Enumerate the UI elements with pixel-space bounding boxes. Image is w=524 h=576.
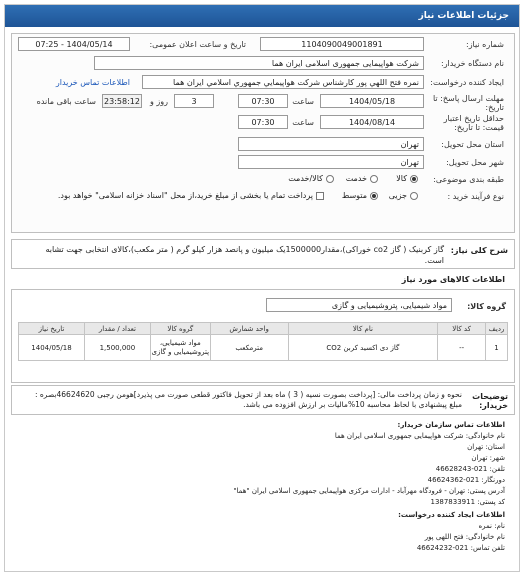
row-group: مواد شیمیایی، پتروشیمیایی و گازی (150, 335, 210, 361)
buyer-field[interactable]: شرکت هواپیمایی جمهوری اسلامی ایران هما (94, 56, 424, 70)
checkbox-icon (316, 192, 324, 200)
days-field[interactable]: 3 (174, 94, 214, 108)
notes-panel (11, 385, 515, 415)
days-label: روز و (150, 97, 168, 106)
row-index: 1 (486, 335, 508, 361)
need-number-label: شماره نیاز: (466, 40, 504, 49)
notes-label: توضیحات خریدار: (472, 392, 508, 410)
province-field[interactable]: تهران (238, 137, 424, 151)
radio-selected-icon (410, 175, 418, 183)
row-date: 1404/05/18 (19, 335, 85, 361)
creator-label: ایجاد کننده درخواست: (430, 78, 504, 87)
buyer-address: آدرس پستی: تهران - فرودگاه مهرآباد - ادارات مرکزی هواپیمایی جمهوری اسلامی ایران "هما" (233, 487, 505, 495)
page-title: جزئیات اطلاعات نیاز (5, 5, 519, 27)
goods-panel (11, 289, 515, 383)
col-code: کد کالا (438, 323, 486, 335)
details-window (4, 4, 520, 572)
col-date: تاریخ نیاز (19, 323, 85, 335)
row-name: گاز دی اکسید کربن CO2 (288, 335, 438, 361)
announce-field[interactable]: 1404/05/14 - 07:25 (18, 37, 130, 51)
need-number-field[interactable]: 1104090049001891 (260, 37, 424, 51)
creator-phone: تلفن تماس: 021-46624232 (416, 544, 505, 552)
notes-text: نحوه و زمان پرداخت مالی: [پرداخت بصورت نسیه ( 3 ) ماه بعد از تحویل فاکتور قطعی صورت می پذیرد]هومن رجبی 46624620بصره : مبلغ پیشنهادی با لحاظ محاسبه 10%مالیات بر ارزش افزوده می باشد. (34, 390, 462, 409)
buyer-fax: دورنگار: 021-46624362 (427, 476, 505, 484)
process-option-minor[interactable]: جزیی (389, 191, 418, 200)
creator-name: نام: نمره (478, 522, 505, 530)
radio-icon (370, 175, 378, 183)
treasury-payment-checkbox[interactable]: پرداخت تمام یا بخشی از مبلغ خرید،از محل "اسناد خزانه اسلامی" خواهد بود. (58, 191, 324, 200)
buyer-phone: تلفن: 021-46628243 (435, 465, 505, 473)
category-option-goods-service[interactable]: کالا/خدمت (288, 174, 334, 183)
buyer-city: شهر: تهران (471, 454, 505, 462)
announce-label: تاریخ و ساعت اعلان عمومی: (149, 40, 246, 49)
radio-icon (410, 192, 418, 200)
category-option-service[interactable]: خدمت (346, 174, 378, 183)
city-label: شهر محل تحویل: (446, 158, 504, 167)
col-index: ردیف (486, 323, 508, 335)
creator-family: نام خانوادگی: فتح اللهی پور (424, 533, 505, 541)
remaining-label: ساعت باقی مانده (36, 97, 96, 106)
buyer-label: نام دستگاه خریدار: (441, 59, 504, 68)
process-label: نوع فرآیند خرید : (447, 192, 504, 201)
col-group: گروه کالا (150, 323, 210, 335)
row-code: -- (438, 335, 486, 361)
col-name: نام کالا (288, 323, 438, 335)
deadline-label: مهلت ارسال پاسخ: تا تاریخ: (432, 94, 504, 112)
summary-label: شرح کلی نیاز: (450, 246, 508, 255)
category-label: طبقه بندی موضوعی: (433, 175, 504, 184)
category-option-goods[interactable]: کالا (396, 174, 418, 183)
radio-icon (326, 175, 334, 183)
buyer-contact-title: اطلاعات تماس سازمان خریدار: (397, 421, 505, 429)
radio-selected-icon (370, 192, 378, 200)
deadline-time-label: ساعت (292, 97, 314, 106)
buyer-postal: کد پستی: 1387833911 (430, 498, 505, 506)
goods-section-title: اطلاعات کالاهای مورد نیاز (401, 275, 505, 284)
buyer-contact-link[interactable]: اطلاعات تماس خریدار (55, 78, 130, 87)
creator-field[interactable]: نمره فتح اللهي پور كارشناس شركت هواپيمايي جمهوري اسلامي ايران هما (142, 75, 424, 89)
goods-group-field[interactable]: مواد شیمیایی، پتروشیمیایی و گازی (266, 298, 452, 312)
buyer-org: نام خانوادگی: شرکت هواپیمایی جمهوری اسلامی ایران هما (334, 432, 505, 440)
buyer-province: استان: تهران (467, 443, 505, 451)
summary-panel (11, 239, 515, 269)
creator-contact-title: اطلاعات ایجاد کننده درخواست: (398, 511, 505, 519)
city-field[interactable]: تهران (238, 155, 424, 169)
goods-table (18, 322, 508, 361)
deadline-date-field[interactable]: 1404/05/18 (320, 94, 424, 108)
table-row[interactable] (19, 335, 508, 361)
countdown-field: 23:58:12 (102, 94, 142, 108)
summary-text: گاز کربنیک ( گاز co2 خوراکی)،مقدار1500000یک میلیون و پانصد هزار کیلو گرم ( متر مکعب)،کالای انتخابی جهت تشابه است. (45, 245, 444, 265)
row-unit: مترمکعب (210, 335, 288, 361)
goods-group-label: گروه کالا: (467, 302, 506, 311)
validity-date-field[interactable]: 1404/08/14 (320, 115, 424, 129)
province-label: استان محل تحویل: (441, 140, 504, 149)
deadline-time-field[interactable]: 07:30 (238, 94, 288, 108)
goods-table-header (19, 323, 508, 335)
need-info-panel (11, 33, 515, 233)
validity-label: حداقل تاریخ اعتبار قیمت: تا تاریخ: (443, 114, 504, 132)
validity-time-field[interactable]: 07:30 (238, 115, 288, 129)
validity-time-label: ساعت (292, 118, 314, 127)
col-unit: واحد شمارش (210, 323, 288, 335)
process-option-medium[interactable]: متوسط (342, 191, 378, 200)
col-qty: تعداد / مقدار (84, 323, 150, 335)
row-qty: 1,500,000 (84, 335, 150, 361)
